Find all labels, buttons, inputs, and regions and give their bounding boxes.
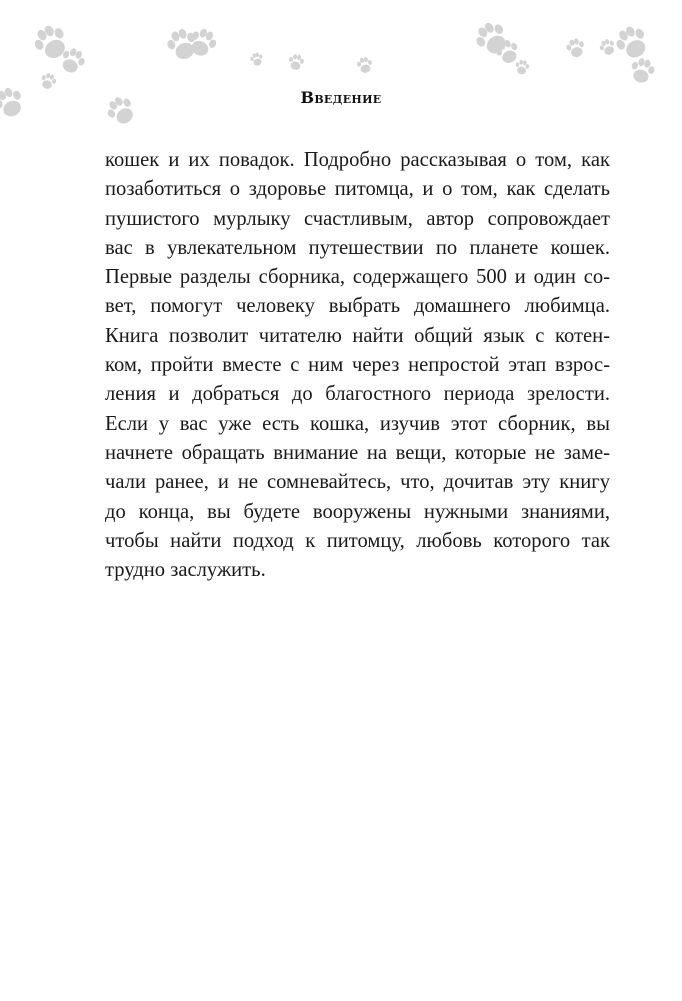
paw-print-icon <box>514 59 530 75</box>
text-line: ления и добраться до благостного периода зрелости. <box>105 383 610 406</box>
text-line: трудно заслужить. <box>105 559 266 582</box>
paw-print-icon <box>628 56 657 85</box>
text-line: вет, помогут человеку выбрать домашнего любимца. <box>105 295 610 318</box>
text-line: пушистого мурлыку счастливым, автор сопровождает <box>105 207 610 230</box>
text-line: чтобы найти подход к питомцу, любовь которого так <box>105 529 610 552</box>
text-line: Если у вас уже есть кошка, изучив этот сборник, вы <box>105 412 610 435</box>
text-line: кошек и их повадок. Подробно рассказывая о том, как <box>105 149 610 171</box>
text-line: Первые разделы сборника, содержащего 500 и один со- <box>105 266 610 289</box>
paw-print-icon <box>611 21 652 63</box>
paw-print-icon <box>598 37 618 57</box>
text-line: до конца, вы будете вооружены нужными знаниями, <box>105 500 610 523</box>
paw-prints-decoration <box>0 0 682 140</box>
body-text <box>105 146 610 585</box>
paw-print-icon <box>287 53 304 71</box>
text-line: ком, пройти вместе с ним через непростой этап взрос- <box>105 354 610 377</box>
text-line: позаботиться о здоровье питомца, и о том, как сделать <box>105 178 610 201</box>
text-line: начнете обращать внимание на вещи, которые не заме- <box>105 441 610 464</box>
paw-print-icon <box>249 52 264 67</box>
chapter-heading: Введение <box>300 88 382 107</box>
paw-print-icon <box>356 56 373 74</box>
text-line: Книга позволит читателю найти общий язык с котен- <box>105 324 610 347</box>
text-line: вас в увлекательном путешествии по планете кошек. <box>105 236 610 259</box>
text-line: чали ранее, и не сомневайтесь, что, дочитав эту книгу <box>105 471 610 494</box>
paw-print-icon <box>565 37 587 59</box>
